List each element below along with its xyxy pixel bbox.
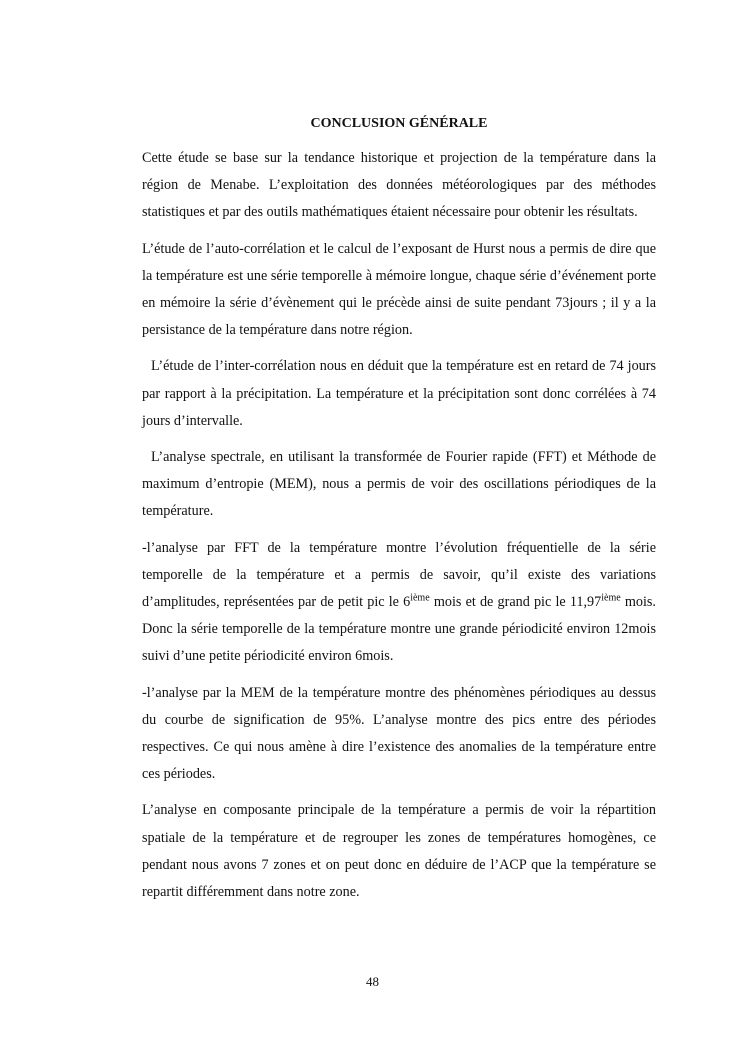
paragraph-autocorrelation: L’étude de l’auto-corrélation et le calcul de l’exposant de Hurst nous a permis de dire que la température est une série temporelle à mémoire longue, chaque série d’événement porte en mémoire la série d’évènement qui le précède ainsi de suite pendant 73jours ; il y a la persistance de la température dans notre région. (142, 240, 656, 339)
paragraph-intro: Cette étude se base sur la tendance historique et projection de la température dans la région de Menabe. L’exploitation des données météorologiques par des méthodes statistiques et par des outils mathématiques étaient nécessaire pour obtenir les résultats. (142, 150, 656, 221)
fft-text-part1: -l’analyse par FFT de la température montre l’évolution fréquentielle de la série temporelle de la température et a permis de savoir, qu’il existe des variations d’amplitudes, représentées par de petit pic le 6 (142, 539, 656, 611)
fft-text-part2: mois et de grand pic le 11,97 (429, 594, 602, 611)
paragraph-fft-analysis (142, 535, 656, 671)
page-title: CONCLUSION GÉNÉRALE (310, 116, 488, 131)
paragraph-spectral-analysis: L’analyse spectrale, en utilisant la transformée de Fourier rapide (FFT) et Méthode de maximum d’entropie (MEM), nous a permis de voir des oscillations périodiques de la température. (142, 449, 656, 520)
page-number: 48 (366, 974, 379, 989)
document-body (142, 111, 656, 915)
fft-text-part3: mois. Donc la série temporelle de la température montre une grande périodicité environ 12mois suivi d’une petite périodicité environ 6mois. (142, 594, 656, 665)
fft-superscript-1: ième (410, 592, 430, 604)
paragraph-pca-analysis: L’analyse en composante principale de la température a permis de voir la répartition spatiale de la température et de regrouper les zones de températures homogènes, ce pendant nous avons 7 zones et on peut donc en déduire de l’ACP que la température se repartit différemment dans notre zone. (142, 802, 656, 901)
paragraph-intercorrelation: L’étude de l’inter-corrélation nous en déduit que la température est en retard de 74 jours par rapport à la précipitation. La température et la précipitation sont donc corrélées à 74 jours d’intervalle. (142, 358, 656, 429)
paragraph-mem-analysis: -l’analyse par la MEM de la température montre des phénomènes périodiques au dessus du courbe de signification de 95%. L’analyse montre des pics entre des périodes respectives. Ce qui nous amène à dire l’existence des anomalies de la température entre ces périodes. (142, 684, 656, 783)
fft-superscript-2: ième (601, 592, 621, 604)
